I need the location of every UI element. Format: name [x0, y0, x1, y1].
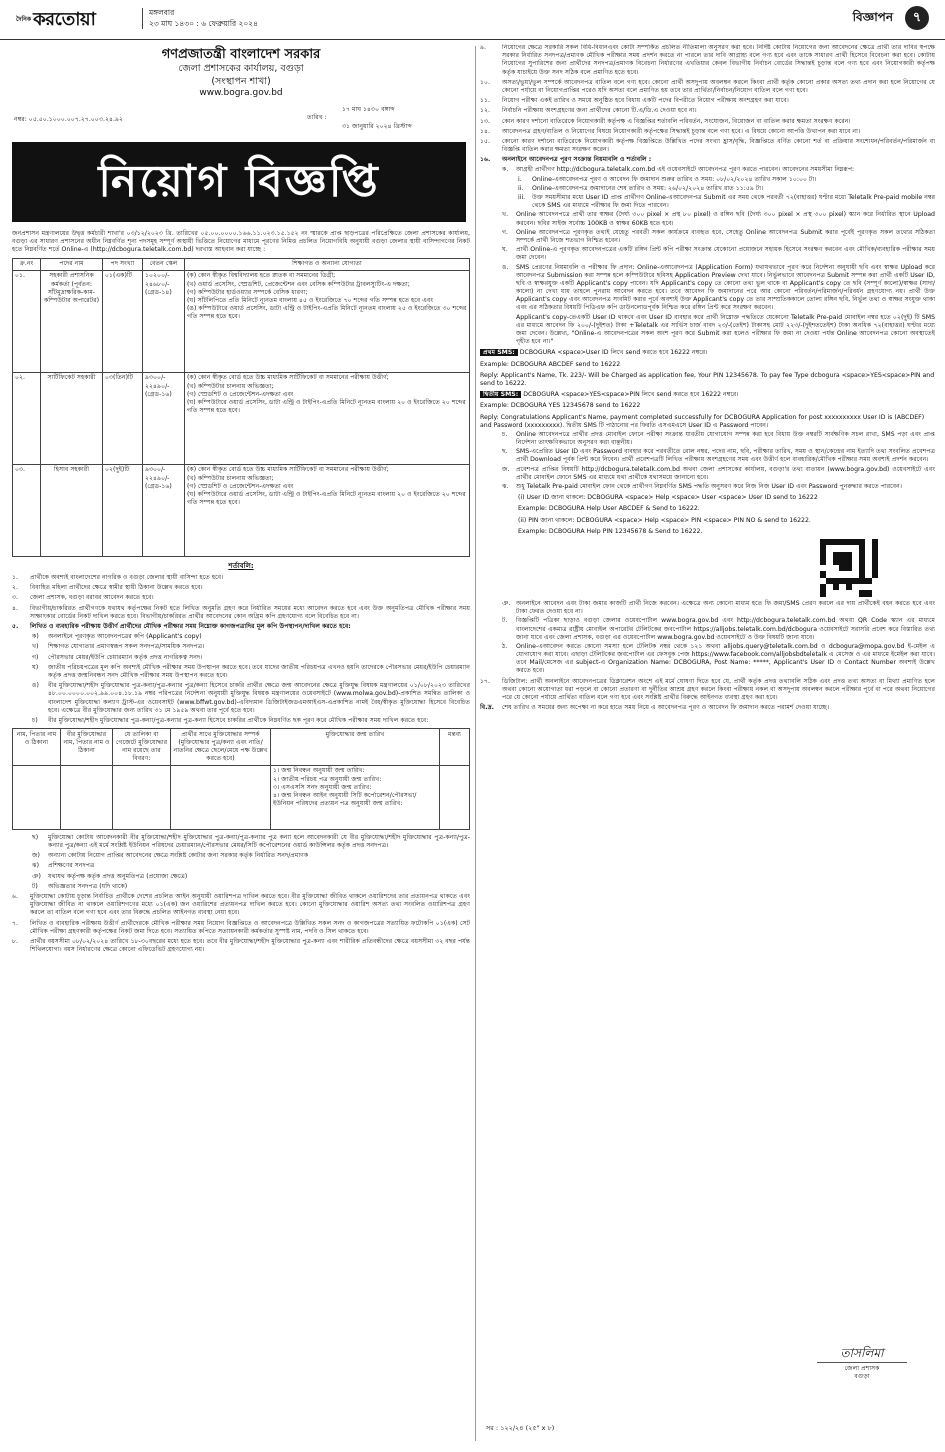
row-qual: [185, 372, 470, 464]
item-text: অনলাইনে পূরণকৃত আবেদনপত্রের কপি (Applicant's copy): [48, 633, 202, 641]
memo-number: নম্বর: ০৫.৫০.১০০০.০০৭.২৭.০০৩.২৪.৯২: [14, 116, 123, 124]
row-qual: [185, 464, 470, 556]
list-item: [480, 107, 935, 115]
item-number: ii.: [518, 184, 524, 192]
list-item: [480, 97, 935, 105]
left-column: [12, 44, 470, 1439]
logo-prefix: দৈনিক: [16, 15, 32, 23]
ff-cell: [113, 765, 171, 829]
item-number: ছ.: [502, 448, 508, 456]
logo-text: করতোয়া: [33, 9, 96, 30]
right-column: [480, 44, 935, 1439]
item-number: ১৫.: [480, 137, 490, 145]
item-text: Online আবেদনপত্রে পূরণকৃত তথ্যই যেহেতু পরবর্তী সকল কার্যক্রমে ব্যবহৃত হবে, সেহেতু Online আবেদনপত্র Submit করার পূর্বেই পূরণকৃত সকল তথ্যের সঠিকতা সম্পর্কে প্রার্থী নিজে শতভাগ নিশ্চিত হবেন।: [516, 228, 935, 244]
col-post: পদের নাম: [41, 258, 103, 270]
row-scale: ৯৩০০/- ২২৪৯০/- (গ্রেড-১৬): [143, 372, 185, 464]
row-qual: [185, 270, 470, 372]
list-item: [502, 483, 935, 491]
qual-item: (গ) কম্পিউটার হার্ডওয়্যার সম্পর্কে বেসিক ধারণা;: [187, 288, 308, 296]
ad-reference: সর : ১২২/২৪ (২৫" x ৮): [486, 1424, 555, 1433]
qual-item: (ঘ) সাঁটলিপিতে প্রতি মিনিটে ন্যূনতম বাংলায় ৪৫ ও ইংরেজিতে ৭০ শব্দের গতি সম্পন্ন হতে হবে এবং: [187, 296, 434, 304]
list-item: [32, 883, 470, 891]
table-row: [13, 464, 470, 556]
item-text: অনলাইনে আবেদনপত্র পূরণ সংক্রান্ত নিয়মাবলি ও শর্তাবলি :: [502, 156, 652, 164]
list-item: [502, 600, 935, 616]
item-text: প্রবেশপত্র প্রাপ্তির বিষয়টি http://dcbogura.teletalk.com.bd অথবা জেলা প্রশাসকের কার্যালয়, বগুড়া'র তথ্য বাতায়ন (www.bogra.gov.bd) ওয়েবসাইটে এবং প্রার্থীর মোবাইল ফোনে SMS এর মাধ্যমে যথা প্রার্থীকে যথাসময়ে জানানো হবে।: [516, 465, 935, 481]
item-number: ১১.: [480, 97, 490, 105]
item-number: ২.: [12, 584, 18, 592]
item-text: শুধু Teletalk Pre-paid মোবাইল ফোন থেকে প্রার্থীগণ নিম্নবর্ণিত SMS পদ্ধতি অনুসরণ করে নিজ নিজ User ID এবং Password পুনরুদ্ধার করতে পারবেন।: [516, 483, 902, 490]
row-sl: ০২.: [13, 372, 41, 464]
col-sl: ক্র.নং: [13, 258, 41, 270]
row-post: সহকারী প্রশাসনিক কর্মকর্তা (পূর্বতন: সাঁটমুদ্রাক্ষরিক-কাম-কম্পিউটার অপারেটর): [41, 270, 103, 372]
dob-item: ২। জাতীয় পরিচয় পত্র অনুযায়ী জন্ম তারিখ:: [273, 775, 382, 783]
list-item: [12, 605, 470, 621]
list-item: [480, 79, 935, 95]
list-item: [480, 118, 935, 126]
item-number: জ.: [502, 465, 510, 473]
col-qual: শিক্ষাগত ও অন্যান্য যোগ্যতা: [185, 258, 470, 270]
item-text: Online-এআবেদনপত্র জমাদানের শেষ তারিখ ও সময়: ২৬/০২/২০২৪ তারিখ রাত ১১:৫৯ টা।: [532, 184, 764, 192]
item-text: কোন কারণ দর্শানো ব্যতিরেকে নিয়োগকারী কর্তৃপক্ষ এ বিজ্ঞপ্তির শর্তাবলি পরিবর্তন, সংযোজন, বিয়োজন বা বাতিল করার ক্ষমতা সংরক্ষণ করেন।: [502, 117, 851, 125]
conditions-list: [12, 574, 470, 631]
page-number: ৭: [905, 6, 929, 30]
ff-col-ffname: বীর মুক্তিযোদ্ধার নাম, পিতার নাম ও ঠিকানা: [61, 729, 113, 766]
item-number: ১৩.: [480, 117, 491, 125]
item-number: [502, 314, 516, 347]
item-text: জেলা প্রশাসক, বগুড়া বরাবর আবেদন করতে হবে।: [30, 594, 154, 602]
item-text: লিখিত ও ব্যবহারিক পরীক্ষায় উত্তীর্ণ প্রার্থীদের মৌখিক পরীক্ষার সময় নিম্নোক্ত কাগজপত্রাদির মূল কপি উপস্থাপন/দাখিল করতে হবে:: [30, 623, 351, 631]
item-text: Online আবেদনপত্রে প্রার্থীর প্রদত্ত মোবাইল ফোনে পরীক্ষা সংক্রান্ত যাবতীয় যোগাযোগ সম্পন্ন করা হবে বিধায় উক্ত নম্বরটি সার্বক্ষণিক সচল রাখা, SMS পড়া এবং প্রাপ্ত নির্দেশনা তাৎক্ষণিকভাবে অনুসরণ করা বাঞ্ছনীয়।: [516, 430, 935, 447]
note: [480, 704, 935, 712]
item-text: নিয়োগ পরীক্ষা একই তারিখ ও সময়ে অনুষ্ঠিত হবে বিধায় একটি পদের বিপরীতে নিয়োগ পরীক্ষায় অংশগ্রহণ করা যাবে।: [502, 97, 789, 105]
issue-day: মঙ্গলবার: [149, 8, 175, 17]
item-number: ঘ): [32, 663, 39, 671]
list-item: [480, 156, 935, 164]
documents-list-2: [12, 834, 470, 891]
table-row: [13, 270, 470, 372]
item-number: ৩.: [12, 594, 18, 602]
item-number: ১০.: [480, 78, 491, 86]
memo-date-english: ৩১ জানুয়ারি ২০২৪ খ্রিস্টাব্দ: [342, 123, 412, 131]
note-text: শেষ তারিখ ও সময়ের জন্য অপেক্ষা না করে হাতে সময় নিয়ে এ আবেদনপত্র পূরণ ও আবেদন ফি জমাদান করতে পরামর্শ দেওয়া যাচ্ছে।: [502, 704, 830, 712]
ff-col-gazette: যে তালিকা বা গেজেটে মুক্তিযোদ্ধার নাম রয়েছে তার বিবরণ:: [113, 729, 171, 766]
qual-item: (ঙ) কম্পিউটারে ওয়ার্ড প্রসেসিং, ডাটা এন্ট্রি ও টাইপিং-এপ্রতি মিনিটে ন্যূনতম বাংলায় ২৫ ও ইংরেজিতে ৩০ শব্দের গতি সম্পন্ন হতে হবে।: [187, 305, 467, 321]
item-number: ঞ): [32, 872, 41, 880]
list-item: [32, 682, 470, 715]
list-item: [502, 166, 935, 174]
ff-col-relation: প্রার্থীর সাথে মুক্তিযোদ্ধার সম্পর্ক (মুক্তিযোদ্ধার পুত্র/কন্যা এবং নাতি/নাতনির ক্ষেত্রে ছেলে/মেয়ে পক্ষ উল্লেখ করতে হবে): [171, 729, 271, 766]
item-text: প্রার্থীকে অবশ্যই বাংলাদেশের নাগরিক ও বগুড়া জেলার স্থায়ী বাসিন্দা হতে হবে।: [30, 574, 224, 582]
list-item: [32, 834, 470, 850]
list-item: [12, 574, 470, 582]
item-text: প্রার্থী Online-এ পূরণকৃত আবেদনপত্রের একটি রঙ্গিন প্রিন্ট কপি পরীক্ষা সংক্রান্ত যেকোনো প্রয়োজনে সহায়ক হিসেবে সংরক্ষণ করবেন এবং মৌখিক/ব্যবহারিক পরীক্ষার সময় জমা দেবেন।: [516, 246, 935, 262]
list-item: [32, 852, 470, 860]
item-number: গ): [32, 653, 39, 661]
item-number: ঞ.: [502, 599, 511, 607]
memo-date-label: তারিখ :: [307, 114, 327, 122]
item-text: প্রশিক্ষণের সনদপত্র: [48, 862, 95, 870]
item-number: ঙ): [32, 682, 39, 690]
list-item: [480, 128, 935, 136]
qual-item: (খ) কম্পিউটার চালনায় অভিজ্ঞতা;: [187, 474, 274, 482]
newspaper-header: [0, 0, 945, 40]
item-text: বীর মুক্তিযোদ্ধা/শহীদ মুক্তিযোদ্ধার পুত্র-কন্যা/পুত্র-কন্যার পুত্র/কন্যা হিসেবে চাকরি প্রার্থীর ক্ষেত্রে জন্ম আবেদনের ক্ষেত্রে মুক্তিযুদ্ধ বিষয়ক মন্ত্রণালয়ের ০১/০৮/২০২৩ তারিখের ৪৮.০০.০০০০.০০২.৯৯.০০৪.১৮.১৯ নম্বর পরিপত্রের নির্দেশনা অনুযায়ী মুক্তিযুদ্ধ বিষয়ক মন্ত্রণালয়ের ওয়েবসাইটে (www.molwa.gov.bd)-প্রকাশিত সমন্বিত তালিকা ও বাংলাদেশ মুক্তিযোদ্ধা কল্যাণ ট্রাস্ট-এর ওয়েবসাইট (www.bffwt.gov.bd)-এবিদ্যমান ডিজিটাইজডএমআইএস-এপ্রকাশিত নামই বৈধ/স্বীকৃত মুক্তিযোদ্ধা হিসেবে বিবেচিত হবে। এক্ষেত্রে বীর মুক্তিযোদ্ধার জন্য তারিখ ৩১ মে ১৯৫৯ অথবা তার পূর্বে হতে হবে।: [48, 682, 470, 714]
qual-item: (ক) কোন স্বীকৃত বিশ্ববিদ্যালয় হতে স্নাতক বা সমমানের ডিগ্রী;: [187, 272, 336, 280]
item-text: কোনো কারণ দর্শানো ব্যতিরেকে নিয়োগকারী কর্তৃপক্ষ বিজ্ঞপ্তিতে উল্লিখিত পদের সংখ্যা হ্রাস/বৃদ্ধি, বিজ্ঞপ্তিতে বর্ণিত কোনো শর্ত বা প্রক্রিয়ার সংশোধন/পরিবর্তন/পরিমার্জন বা বিজ্ঞপ্তি বাতিল করার ক্ষমতা সংরক্ষণ করেন।: [502, 137, 935, 154]
list-item: [502, 229, 935, 245]
qual-item: (ঘ) কম্পিউটারে ওয়ার্ড প্রসেসিং, ডাটা এন্ট্রি ও টাইপিং-এপ্রতি মিনিটে ন্যূনতম বাংলায় ২০ ও ইংরেজিতে ২০ শব্দের গতি সম্পন্ন হতে হবে।: [187, 398, 466, 415]
item-text: বিভাগীয়/চাকরিরত প্রার্থীগণকে যথাযথ কর্তৃপক্ষের নিকট হতে লিখিত অনুমতি গ্রহণ করে নির্ধারিত সময়ের মধ্যে আবেদন করতে হবে এবং উক্ত অনুমতিপত্র মৌখিক পরীক্ষার সময় সাক্ষাৎকার বোর্ডের নিকট দাখিল করতে হবে। বিভাগীয়/চাকরিরত প্রার্থীর আবেদনের কোন অগ্রিম কপি গ্রহণযোগ্য বলে বিবেচিত হবে না।: [30, 604, 470, 620]
item-text: SMS প্রেরণের নিয়মাবলি ও পরীক্ষার ফি প্রদান: Online-এআবেদনপত্র (Application Form) যথাযথভাবে পূরণ করে নির্দেশনা অনুযায়ী ছবি এবং স্বাক্ষর Upload করে আবেদনপত্র Submission করা সম্পন্ন হলে কম্পিউটারে ছবিসহ Application Preview দেখা যাবে। নির্ভুলভাবে আবেদনপত্র Submit সম্পন্ন করা প্রার্থী একটি User ID, ছবি ও স্বাক্ষরযুক্ত একটি Applicant's copy পাবেন। যদি Applicant's copy তে কোনো তথ্য ভুল থাকে বা Applicant's copy তে ছবি (সম্পূর্ণ কালো)/স্বাক্ষর (সাদা/কালো) না দেখা যায় তাহলে পুনরায় আবেদন করতে হবে। তবে আবেদন ফি জমাদানের পরে আর কোনো পরিবর্তন/পরিমার্জন/পরিবর্ধন গ্রহণযোগ্য নয়। প্রার্থী উক্ত Applicant's copy এবং আবেদনপত্র সাবমিট করার পূর্বে অবশ্যই উক্ত Applicant's copy তে তার সাম্প্রতিককালে তোলা রঙ্গিন ছবি, নির্ভুল তথ্য ও স্বাক্ষর সংযুক্ত থাকা এবং এর সঠিকতার বিষয়টি পিডিএফ কপি ডাউনলোডপূর্বক নিশ্চিত করে রঙ্গিন প্রিন্ট করে সংরক্ষণ করবেন।: [516, 263, 935, 312]
list-item: [12, 920, 470, 936]
branch-name: (সংস্থাপন শাখা): [211, 75, 271, 87]
column-divider: [475, 46, 476, 1441]
item-text: Online-এআবেদন করতে কোনো সমস্যা হলে টেলিটক নম্বর থেকে ১২১ অথবা alljobs.query@teletalk.com.bd ও dcbogura@mopa.gov.bd ই-মেইল এ যোগাযোগ করা যাবে। এছাড়া টেলিটকের জবপোর্টাল এর ফেসবুক পেজ https://www.facebook.com/alljobsbdteletalk এ মেসেজ ও এর মাধ্যমে ইমেইল করা যাবে। তবে Mail/মেসেজ এর subject-এ Organization Name: DCBOGURA, Post Name: *****, Applicant's User ID ও Contact Number অবশ্যই উল্লেখ করতে হবে।: [516, 642, 935, 675]
item-text: যথাযথ কর্তৃপক্ষ কর্তৃক প্রদত্ত অনুমতিপত্র (প্রযোজ্য ক্ষেত্রে): [48, 872, 188, 880]
sms-example: Example: DCBOGURA YES 12345678 send to 16222: [480, 402, 641, 410]
list-item: [32, 862, 470, 870]
sms-command-text: DCBOGURA <space>YES<space>PIN লিখে send করতে হবে 16222 নম্বরে।: [523, 391, 739, 399]
item-number: খ): [32, 643, 39, 651]
list-item: [480, 678, 935, 703]
sms-reply: Reply: Applicant's Name, Tk. 223/- Will be Charged as application fee, Your PIN 12345678. To pay fee Type dcbogura <space>YES<space>PIN and send to 16222.: [480, 371, 935, 387]
item-number: ৮.: [12, 937, 18, 945]
issue-date-text: ২৩ মাঘ ১৪৩০ : ৬ ফেব্রুয়ারি ২০২৪: [149, 18, 259, 28]
online-instructions-2: [480, 431, 935, 491]
item-number: গ.: [502, 228, 509, 236]
item-number: ১৪.: [480, 127, 490, 135]
list-item: [518, 194, 935, 210]
item-text: মুক্তিযোদ্ধা কোটায় আবেদনকারী বীর মুক্তিযোদ্ধা/শহীদ মুক্তিযোদ্ধার পুত্র-কন্যা/পুত্র-কন্যার পুত্র কন্যা হলে আবেদনকারী যে বীর মুক্তিযোদ্ধা/শহীদ মুক্তিযোদ্ধার পুত্র-কন্যা/পুত্র-কন্যার পুত্র/কন্যা এই মর্মে সংশ্লিষ্ট ইউনিয়ন পরিষদের চেয়ারম্যান/পৌরসভার মেয়র/সিটি কর্পোরেশনের ওয়ার্ড কাউন্সিলর কর্তৃক প্রদত্ত সনদপত্র।: [48, 833, 470, 850]
row-count: ০২(দুই)টি: [103, 464, 143, 556]
item-number: ১২.: [480, 107, 491, 115]
dob-item: ৪। জন্ম নিবন্ধন আইন অনুযায়ী সিটি কর্পোরেশন/পৌরসভা/ইউনিয়ন পরিষদের প্রত্যয়ন পত্র অনুযায়ী জন্ম তারিখ:: [273, 791, 417, 808]
row-post: হিসাব সহকারী: [41, 464, 103, 556]
list-item: [32, 654, 470, 662]
memo-line: [12, 106, 470, 136]
qual-item: (ঘ) কম্পিউটারে ওয়ার্ড প্রসেসিং, ডাটা এন্ট্রি ও টাইপিং-এপ্রতি মিনিটে ন্যূনতম বাংলায় ২০ ও ইংরেজিতে ২০ শব্দের গতি সম্পন্ন হতে হবে।: [187, 490, 466, 507]
item-number: জ): [32, 852, 40, 860]
item-number: ঝ): [32, 862, 40, 870]
signatory-place: বগুড়া: [854, 1372, 870, 1380]
qual-item: (ক) কোন স্বীকৃত বোর্ড হতে উচ্চ মাধ্যমিক সার্টিফিকেট বা সমমানের পরীক্ষায় উত্তীর্ণ;: [187, 466, 389, 474]
item-number: ঠ.: [502, 642, 508, 650]
dob-item: ১। জন্ম নিবন্ধন অনুযায়ী জন্ম তারিখ:: [273, 767, 365, 775]
item-text: মুক্তিযোদ্ধা কোটায় চূড়ান্ত নির্বাচিত প্রার্থীকে দেশের প্রচলিত আইন অনুযায়ী ওয়ারিশপত্র দাখিল করতে হবে। বীর মুক্তিযোদ্ধা জীবিত থাকলে ওয়ারিশদের তার প্রত্যয়নপত্র থাকতে এবং মুক্তিযোদ্ধা জীবিত না থাকলে ওয়ারিশগণের মধ্যে ০১(এক) জন ওয়ারিশের প্রত্যয়নপত্র দাখিল করতে হবে। কোনো মুক্তিযোদ্ধার ওয়ারিশ অসত্য তথ্য সংবলিত ওয়ারিশপত্র গ্রহণ করলে তা বাতিল বলে গণ্য হবে এবং তার বিরুদ্ধে প্রচলিত আইনগত ব্যবস্থা নেয়া হবে।: [30, 892, 470, 917]
recovery-sms: [518, 494, 935, 536]
list-item: [502, 643, 935, 676]
list-item: [32, 643, 470, 651]
office-name: জেলা প্রশাসকের কার্যালয়, বগুড়া: [178, 63, 304, 75]
item-number: ট): [32, 882, 38, 890]
table-row: [13, 765, 470, 829]
col-count: পদ সংখ্যা: [103, 258, 143, 270]
qual-item: (খ) কম্পিউটার চালনায় অভিজ্ঞতা;: [187, 382, 274, 390]
signatory-title: জেলা প্রশাসক: [844, 1364, 880, 1372]
list-item: [502, 617, 935, 642]
item-number: ৭.: [12, 919, 18, 927]
list-item: [502, 264, 935, 313]
signature-scribble: তাসলিমা: [817, 1346, 907, 1363]
list-item: [12, 594, 470, 602]
item-text: পৌরসভার মেয়র/ইউপি চেয়ারম্যান কর্তৃক প্রদত্ত নাগরিকত্ব সনদ।: [48, 653, 203, 661]
list-item: [502, 314, 935, 347]
qual-item: (ক) কোন স্বীকৃত বোর্ড হতে উচ্চ মাধ্যমিক সার্টিফিকেট বা সমমানের পরীক্ষায় উত্তীর্ণ;: [187, 374, 389, 382]
item-text: উক্ত সময়সীমার মধ্যে User ID প্রাপ্ত প্রার্থীগণ Online-এআবেদনপত্র Submit এর সময় থেকে পরবর্তী ৭২(বাহাত্তর) ঘণ্টার মধ্যে Teletalk Pre-paid mobile নম্বর থেকে SMS এর মাধ্যমে পরীক্ষার ফি জমা দিতে পারবেন।: [532, 194, 935, 210]
sms-command-text: DCBOGURA <space>User ID লিখে send করতে হবে 16222 নম্বরে।: [519, 349, 708, 357]
item-number: ট.: [502, 617, 508, 625]
sms-badge: প্রথম SMS:: [480, 349, 518, 356]
conditions-title: শর্তাবলি:: [228, 561, 254, 570]
item-text: Online আবেদনপত্রে প্রার্থী তার স্বাক্ষর (দৈর্ঘ্য ৩০০ pixel × প্রস্থ ৮০ pixel) ও রঙ্গিন ছবি (দৈর্ঘ্য ৩০০ pixel × প্রস্থ ৩০০ pixel) স্ক্যান করে নির্ধারিত স্থানে Upload করবেন। ছবির সাইজ সর্বোচ্চ 100KB ও স্বাক্ষর 60KB হতে হবে।: [516, 211, 935, 227]
row-post: সার্টিফিকেট সহকারী: [41, 372, 103, 464]
item-number: ৬.: [12, 892, 18, 900]
ff-col-dob: মুক্তিযোদ্ধার জন্ম তারিখ: [271, 729, 440, 766]
qual-item: (খ) ওয়ার্ড প্রসেসিং, স্প্রেডশিট, প্রেজেন্টেশন এবং বেসিক কম্পিউটার ট্রাবলস্যুটিং-এ দক্ষতা;: [187, 280, 410, 288]
sms-command: [480, 349, 935, 357]
item-number: ৯.: [480, 44, 486, 51]
documents-list: [12, 633, 470, 725]
conditions-list-2: [12, 893, 470, 954]
list-item: [518, 185, 935, 193]
item-text: ডিজিটাল: প্রার্থী অনলাইনে আবেদনপত্রের ডিক্লারেশন অংশে এই মর্মে ঘোষণা দিতে হবে যে, প্রার্থী কর্তৃক প্রদত্ত তথ্যাবলি সঠিক এবং প্রদত্ত তথ্য অসত্য বা মিথ্যা প্রমাণিত হলে অথবা কোনো অযোগ্যতা ধরা পড়লে বা কোনো প্রতারণা বা দুর্নীতির আশ্রয় গ্রহণ করলে কিংবা পরীক্ষায় নকল বা অসদুপায় অবলম্বন করলে পরীক্ষার পূর্বে বা পরে অথবা নিয়োগের পরে যে কোনো পর্যায়ে প্রার্থিতা বাতিল বলে গণ্য হবে এবং সংশ্লিষ্ট প্রার্থীর বিরুদ্ধে আইনগত ব্যবস্থা গ্রহণ করা হবে।: [502, 677, 935, 701]
qual-item: (গ) স্প্রেডশিট ও প্রেজেন্টেশন-এদক্ষতা এবং: [187, 390, 294, 398]
item-text: Applicant's copy-তেএকটি User ID থাকবে এবং User ID ব্যবহার করে প্রার্থী নিম্নোক্ত পদ্ধতিতে যেকোনো Teletalk Pre-paid মোবাইল নম্বর হতে ০২(দুই) টি SMS এর মাধ্যমে আবেদন ফি ২০০/-(দুইশত) টাকা +Teletalk এর সার্ভিস চার্জ বাবদ ২৩/-(তেইশ) টাকাসহ মোট ২২৩/-(দুইশততেইশ) টাকা অনধিক ৭২(বাহাত্তর) ঘণ্টার মধ্যে জমা দেবেন। উল্লেখ্য, "Online-এ আবেদনপত্রের সকল অংশ পূরণ করে Submit করা হলেও পরীক্ষার ফি জমা না দেওয়া পর্যন্ত Online আবেদনপত্র কোনো অবস্থাতেই গৃহীত হবে না।": [516, 313, 935, 346]
notice-banner: নিয়োগ বিজ্ঞপ্তি: [12, 142, 466, 222]
item-text: বিবাহিত মহিলা প্রার্থীদের ক্ষেত্রে স্বামীর স্থায়ী ঠিকানা উল্লেখ করতে হবে।: [30, 584, 203, 592]
qual-item: (গ) স্প্রেডশিট ও প্রেজেন্টেশন-এদক্ষতা এবং: [187, 482, 294, 490]
ff-cell: [171, 765, 271, 829]
gov-title: গণপ্রজাতন্ত্রী বাংলাদেশ সরকার: [161, 47, 321, 62]
gov-heading: [12, 46, 470, 100]
item-number: ৫.: [12, 623, 19, 631]
ff-col-remarks: মন্তব্য: [440, 729, 470, 766]
list-item: [12, 938, 470, 954]
item-number: ১৬.: [480, 156, 491, 164]
online-instructions-3: [480, 600, 935, 676]
list-item: [32, 717, 470, 725]
sms-first: [480, 349, 935, 388]
item-text: লিখিত ও ব্যবহারিক পরীক্ষায় উত্তীর্ণ প্রার্থীদেরকে মৌখিক পরীক্ষার সময় নিয়োগ বিজ্ঞপ্তিতে ও আবেদনপত্রে উল্লিখিত সকল সনদ ও কাগজপত্রের সত্যায়িত ফটোকপি ০১(এক) সেট মৌখিক পরীক্ষা গ্রহণকারী কর্তৃপক্ষের নিকট জমা দিতে হবে। সত্যায়িত কপিতে সত্যায়নকারী কর্মকর্তার সুস্পষ্ট নাম, পদবি ও সিল থাকতে হবে।: [30, 919, 470, 935]
list-item: [32, 873, 470, 881]
list-item: [32, 664, 470, 680]
general-conditions: [480, 44, 935, 164]
item-text: বীর মুক্তিযোদ্ধা/শহীদ মুক্তিযোদ্ধার পুত্র-কন্যা/পুত্র-কন্যার পুত্র-কন্যা হিসেবে চাকরির প্রার্থীকে নিম্নবর্ণিত ছক পূরণ করে মৌখিক পরীক্ষার সময় দাখিল করতে হবে:: [48, 716, 429, 724]
item-number: ঘ.: [502, 246, 508, 254]
item-number: চ): [32, 716, 38, 724]
list-item: [502, 431, 935, 447]
row-sl: ০৩.: [13, 464, 41, 556]
item-text: আগ্রহী প্রার্থীগণ http://dcbogura.teletalk.com.bd এই ওয়েবসাইটে আবেদনপত্র পূরণ করতে পারবেন। আবেদনের সময়সীমা নিম্নরূপ:: [516, 166, 855, 174]
list-item: [502, 211, 935, 227]
item-text: অনলাইনে আবেদন এবং টাকা জমার কাজটি প্রার্থী নিজে করবেন। এক্ষেত্রে অন্য কোনো মাধ্যম হতে ফি জমা/SMS প্রেরণ করলে এর দায় প্রার্থীকেই বহন করতে হবে এবং টাকা ফেরত দেওয়া হবে না।: [516, 599, 935, 616]
note-label: বি.দ্র.: [480, 704, 495, 712]
office-website: www.bogra.gov.bd: [199, 88, 283, 99]
qr-code-icon[interactable]: [820, 539, 878, 597]
item-number: ক): [32, 633, 39, 641]
item-text: অসত্য/ভুয়া/ভুল সম্পর্কে আবেদনপত্র বাতিল বলে গণ্য হবে। কোনো প্রার্থী অসদুপায় অবলম্বন করলে কিংবা প্রার্থী কর্তৃক কোনো প্রকার অসত্য তথ্য প্রদান করা হলে নিয়োগের যে কোনো পর্যায়ে বা নিয়োগপ্রাপ্তির পরেও যদি অসত্য বলে প্রমাণিত হয় তবে তার প্রার্থিতা/নির্বাচন/নিয়োগ বাতিল বলে গণ্য হবে।: [502, 78, 935, 94]
list-item: [502, 466, 935, 482]
freedom-fighter-table: [12, 728, 470, 830]
ff-cell: [13, 765, 61, 829]
item-text: অন্যান্য কোটায় নিয়োগ প্রাপ্তির আবেদনের ক্ষেত্রে সংশ্লিষ্ট কোটার জন্য সরকার কর্তৃক নির্ধারিত সনদ/প্রমাণক: [48, 852, 309, 860]
sms-badge: দ্বিতীয় SMS:: [480, 391, 521, 398]
posts-table-header: [13, 258, 470, 270]
list-item: [502, 448, 935, 464]
item-number: ঝ.: [502, 483, 509, 490]
qr-module: [872, 590, 878, 596]
ff-cell: [440, 765, 470, 829]
signature-block: [817, 1346, 907, 1381]
item-text: শিক্ষাগত যোগ্যতার প্রমাণস্বরূপ সকল সনদপত্র/সাময়িক সনদপত্র।: [48, 643, 205, 651]
sms-reply: Reply: Congratulations Applicant's Name, payment completed successfully for DCBOGURA Application for post xxxxxxxxxx User ID is (ABCDEF) and Password (xxxxxxxxx). দ্বিতীয় SMS টি পাঠানোর পর ফিরতি এসএমএসে User ID এ Password পাবেন।: [480, 413, 925, 429]
row-sl: ০১.: [13, 270, 41, 372]
item-number: ১৭.: [480, 677, 491, 685]
online-instructions: [480, 166, 935, 346]
row-scale: ১০২০০/- ২৪৬৮০/- (গ্রেড-১৪): [143, 270, 185, 372]
list-item: [480, 44, 935, 77]
posts-table: [12, 258, 470, 557]
list-item: [12, 623, 470, 631]
col-scale: বেতন স্কেল: [143, 258, 185, 270]
item-number: ছ): [32, 833, 39, 841]
item-text: প্রার্থীর বয়সসীমা ০৮/০২/২০২৪ তারিখে ১৮-৩০বছরের মধ্যে হতে হবে। তবে বীর মুক্তিযোদ্ধা/শহীদ মুক্তিযোদ্ধার পুত্র-কন্যা এবং শারীরিক প্রতিবন্ধীদের ক্ষেত্রে বয়সসীমা ৩২ বছর পর্যন্ত শিথিলযোগ্য। বয়স নির্ধারণের ক্ষেত্রে কোনো এফিডেভিট গ্রহণযোগ্য নয়।: [30, 937, 470, 954]
recovery-line: Example: DCBOGURA Help User ABCDEF & Send to 16222.: [518, 505, 700, 513]
item-number: ৪.: [12, 604, 18, 612]
issue-date: [142, 8, 258, 29]
ff-table-header: [13, 729, 470, 766]
item-text: SMS-এপ্রেরিত User ID এবং Password ব্যবহার করে পরবর্তীতে রোল নম্বর, পদের নাম, ছবি, পরীক্ষার তারিখ, সময় ও স্থান/কেন্দ্রের নাম ইত্যাদি তথ্য সংবলিত প্রবেশপত্র প্রার্থী Download পূর্বক প্রিন্ট করে নিবেন। প্রার্থী প্রবেশপত্রটি লিখিত পরীক্ষায় অংশগ্রহণের সময় এবং উত্তীর্ণ হলে ব্যবহারিক/মৌখিক পরীক্ষার সময় অবশ্যই প্রদর্শন করবেন।: [516, 448, 935, 464]
ff-dob-cell: [271, 765, 440, 829]
recovery-line: (i) User ID জানা থাকলে: DCBOGURA <space> Help <space> User <space> User ID send to 16222: [518, 494, 818, 502]
recovery-line: Example: DCBOGURA Help PIN 12345678 & Send to 16222.: [518, 527, 703, 535]
sms-second: [480, 391, 935, 430]
list-item: [12, 893, 470, 918]
sms-example: Example: DCBOGURA ABCDEF send to 16222: [480, 360, 621, 368]
item-number: iii.: [518, 194, 526, 201]
row-scale: ৯৩০০/- ২২৪৯০/- (গ্রেড-১৬): [143, 464, 185, 556]
ff-cell: [61, 765, 113, 829]
ff-col-name: নাম, পিতার নাম ও ঠিকানা: [13, 729, 61, 766]
item-number: চ.: [502, 430, 508, 438]
row-count: ০৩(তিন)টি: [103, 372, 143, 464]
item-number: খ.: [502, 211, 509, 219]
sms-command: [480, 391, 935, 399]
item-text: নিয়োগের ক্ষেত্রে সরকারি সকল বিধি-বিধানএবং কোটা সম্পর্কিত প্রচলিত নীতিমালা অনুসরণ করা হবে। নির্দিষ্ট কোটায় নিয়োগের জন্য আবেদনের ক্ষেত্রে প্রার্থী তার দাবির স্বপক্ষে সরকার নির্ধারিত সনদপত্র/প্রমাণক মৌখিক পরীক্ষার সময় প্রদর্শন করতে না পারলে তার দাবি আগ্রাহ্য বলে গণ্য হবে এবং তাকে সাধারণ প্রার্থী হিসেবে বিবেচনা করা হবে। কোটায় নিয়োগের সুপারিশের জন্য প্রার্থীদের সনদপত্র/প্রমাণক বিবেচনা নির্ধারণের এখতিয়ার কেবল বিভাগীয় নির্বাচন বোর্ডের সিদ্ধান্তই চূড়ান্ত বলে গণ্য হবে এবং নিয়োগকারী কর্তৃপক্ষ কর্তৃক যাচাইয়ে উক্ত সনদ সঠিক বলে প্রমাণিত হতে হবে।: [502, 44, 935, 76]
item-text: অভিজ্ঞতার সনদপত্র (যদি থাকে): [48, 882, 128, 890]
item-number: i.: [518, 175, 522, 183]
item-number: ক.: [502, 166, 509, 174]
item-text: Online-এআবেদনপত্র পূরণ ও আবেদন ফি জমাদান শুরুর তারিখ ও সময়: ০৮/০২/২০২৪ তারিখ সকাল ১০:০০ টা।: [532, 175, 817, 183]
list-item: [480, 138, 935, 154]
intro-paragraph: জনপ্রশাসন মন্ত্রণালয়ের উদ্বৃত্ত কর্মচারী শাখা'র ০৩/১২/২০২৩ খ্রি. তারিখের ০৫.০০.০০০০.১৬৬.১১.০২৩.১৫.১৫২ নং স্মারকে প্রাপ্ত ছাড়পত্রের পরিপ্রেক্ষিতে জেলা প্রশাসকের কার্যালয়, বগুড়া এর সাধারণ প্রশাসনের অধীন নিম্নবর্ণিত শূন্য পদসমূহ সম্পূর্ণ অস্থায়ী ভিত্তিতে নিয়োগের মাধ্যমে পূরণের নিমিত্ত প্রচলিত নিয়োগবিধি অনুযায়ী বগুড়া জেলার স্থায়ী বাসিন্দাগণের নিকট হতে নিম্নবর্ণিত শর্তে Online-এ (http://dcbogura.teletalk.com.bd) দরখাস্ত আহবান করা যাচ্ছে :: [12, 230, 470, 254]
table-row: [13, 372, 470, 464]
newspaper-logo: [16, 8, 95, 32]
item-text: আবেদনপত্র গ্রহণ/বাতিল ও নিয়োগের বিষয়ে নিয়োগকারী কর্তৃপক্ষের সিদ্ধান্তই চূড়ান্ত বলে গণ্য হবে। এ বিষয়ে কোনো আপত্তি উত্থাপন করা যাবে না।: [502, 127, 861, 135]
item-text: বিজ্ঞপ্তিটি পত্রিকা ছাড়াও বগুড়া জেলার ওয়েবপোর্টাল www.bogra.gov.bd এবং http://dcbogura.teletalk.com.bd অথবা QR Code স্ক্যান এর মাধ্যমে বাংলাদেশের একমাত্র রাষ্ট্রীয় মোবাইল অপারেটর টেলিটকের জবপোর্টাল https://alljobs.teletalk.com.bd/dcbogura ওয়েবসাইটে সরাসরি প্রবেশ করে বিস্তারিত তথ্য জানা যাবে এবং জেলা প্রশাসক, বগুড়া এর ওয়েবপোর্টাল www.bogra.gov.bd ওয়েবসাইটে ও উক্ত বিষয়টি জানা যাবে।: [516, 617, 935, 641]
dob-item: ৩। এসএসসি সনদ অনুযায়ী জন্ম তারিখ:: [273, 783, 372, 791]
item-number: ঙ.: [502, 263, 509, 271]
row-count: ০১(এক)টি: [103, 270, 143, 372]
list-item: [12, 584, 470, 592]
section-label: বিজ্ঞাপন: [852, 10, 893, 24]
item-text: নির্বাচনি পরীক্ষায় অংশগ্রহণের জন্য প্রার্থীদের কোনো টি.এ/ডি.এ দেওয়া হবে না।: [502, 107, 697, 115]
list-item: [32, 633, 470, 641]
item-number: ১.: [12, 574, 18, 582]
recovery-line: (ii) PIN জানা থাকলে: DCBOGURA <space> Help <space> PIN <space> PIN NO & send to 16222.: [518, 516, 811, 524]
list-item: [502, 246, 935, 262]
item-text: জাতীয় পরিচয়পত্রের মূল কপি অবশ্যই মৌখিক পরীক্ষার সময় উপস্থাপন করতে হবে। তবে যাদের জাতীয় পরিচয়পত্র এখনও হয়নি তাদেরকে পৌরসভার মেয়র/ইউপি চেয়ারম্যান কর্তৃক প্রদত্ত জন্মনিবন্ধন সনদ মৌখিক পরীক্ষার সময় উপস্থাপন করতে হবে।: [48, 663, 470, 679]
memo-date-bangla: ১৭ মাঘ ১৪৩০ বঙ্গাব্দ: [342, 106, 395, 114]
list-item: [518, 176, 935, 184]
